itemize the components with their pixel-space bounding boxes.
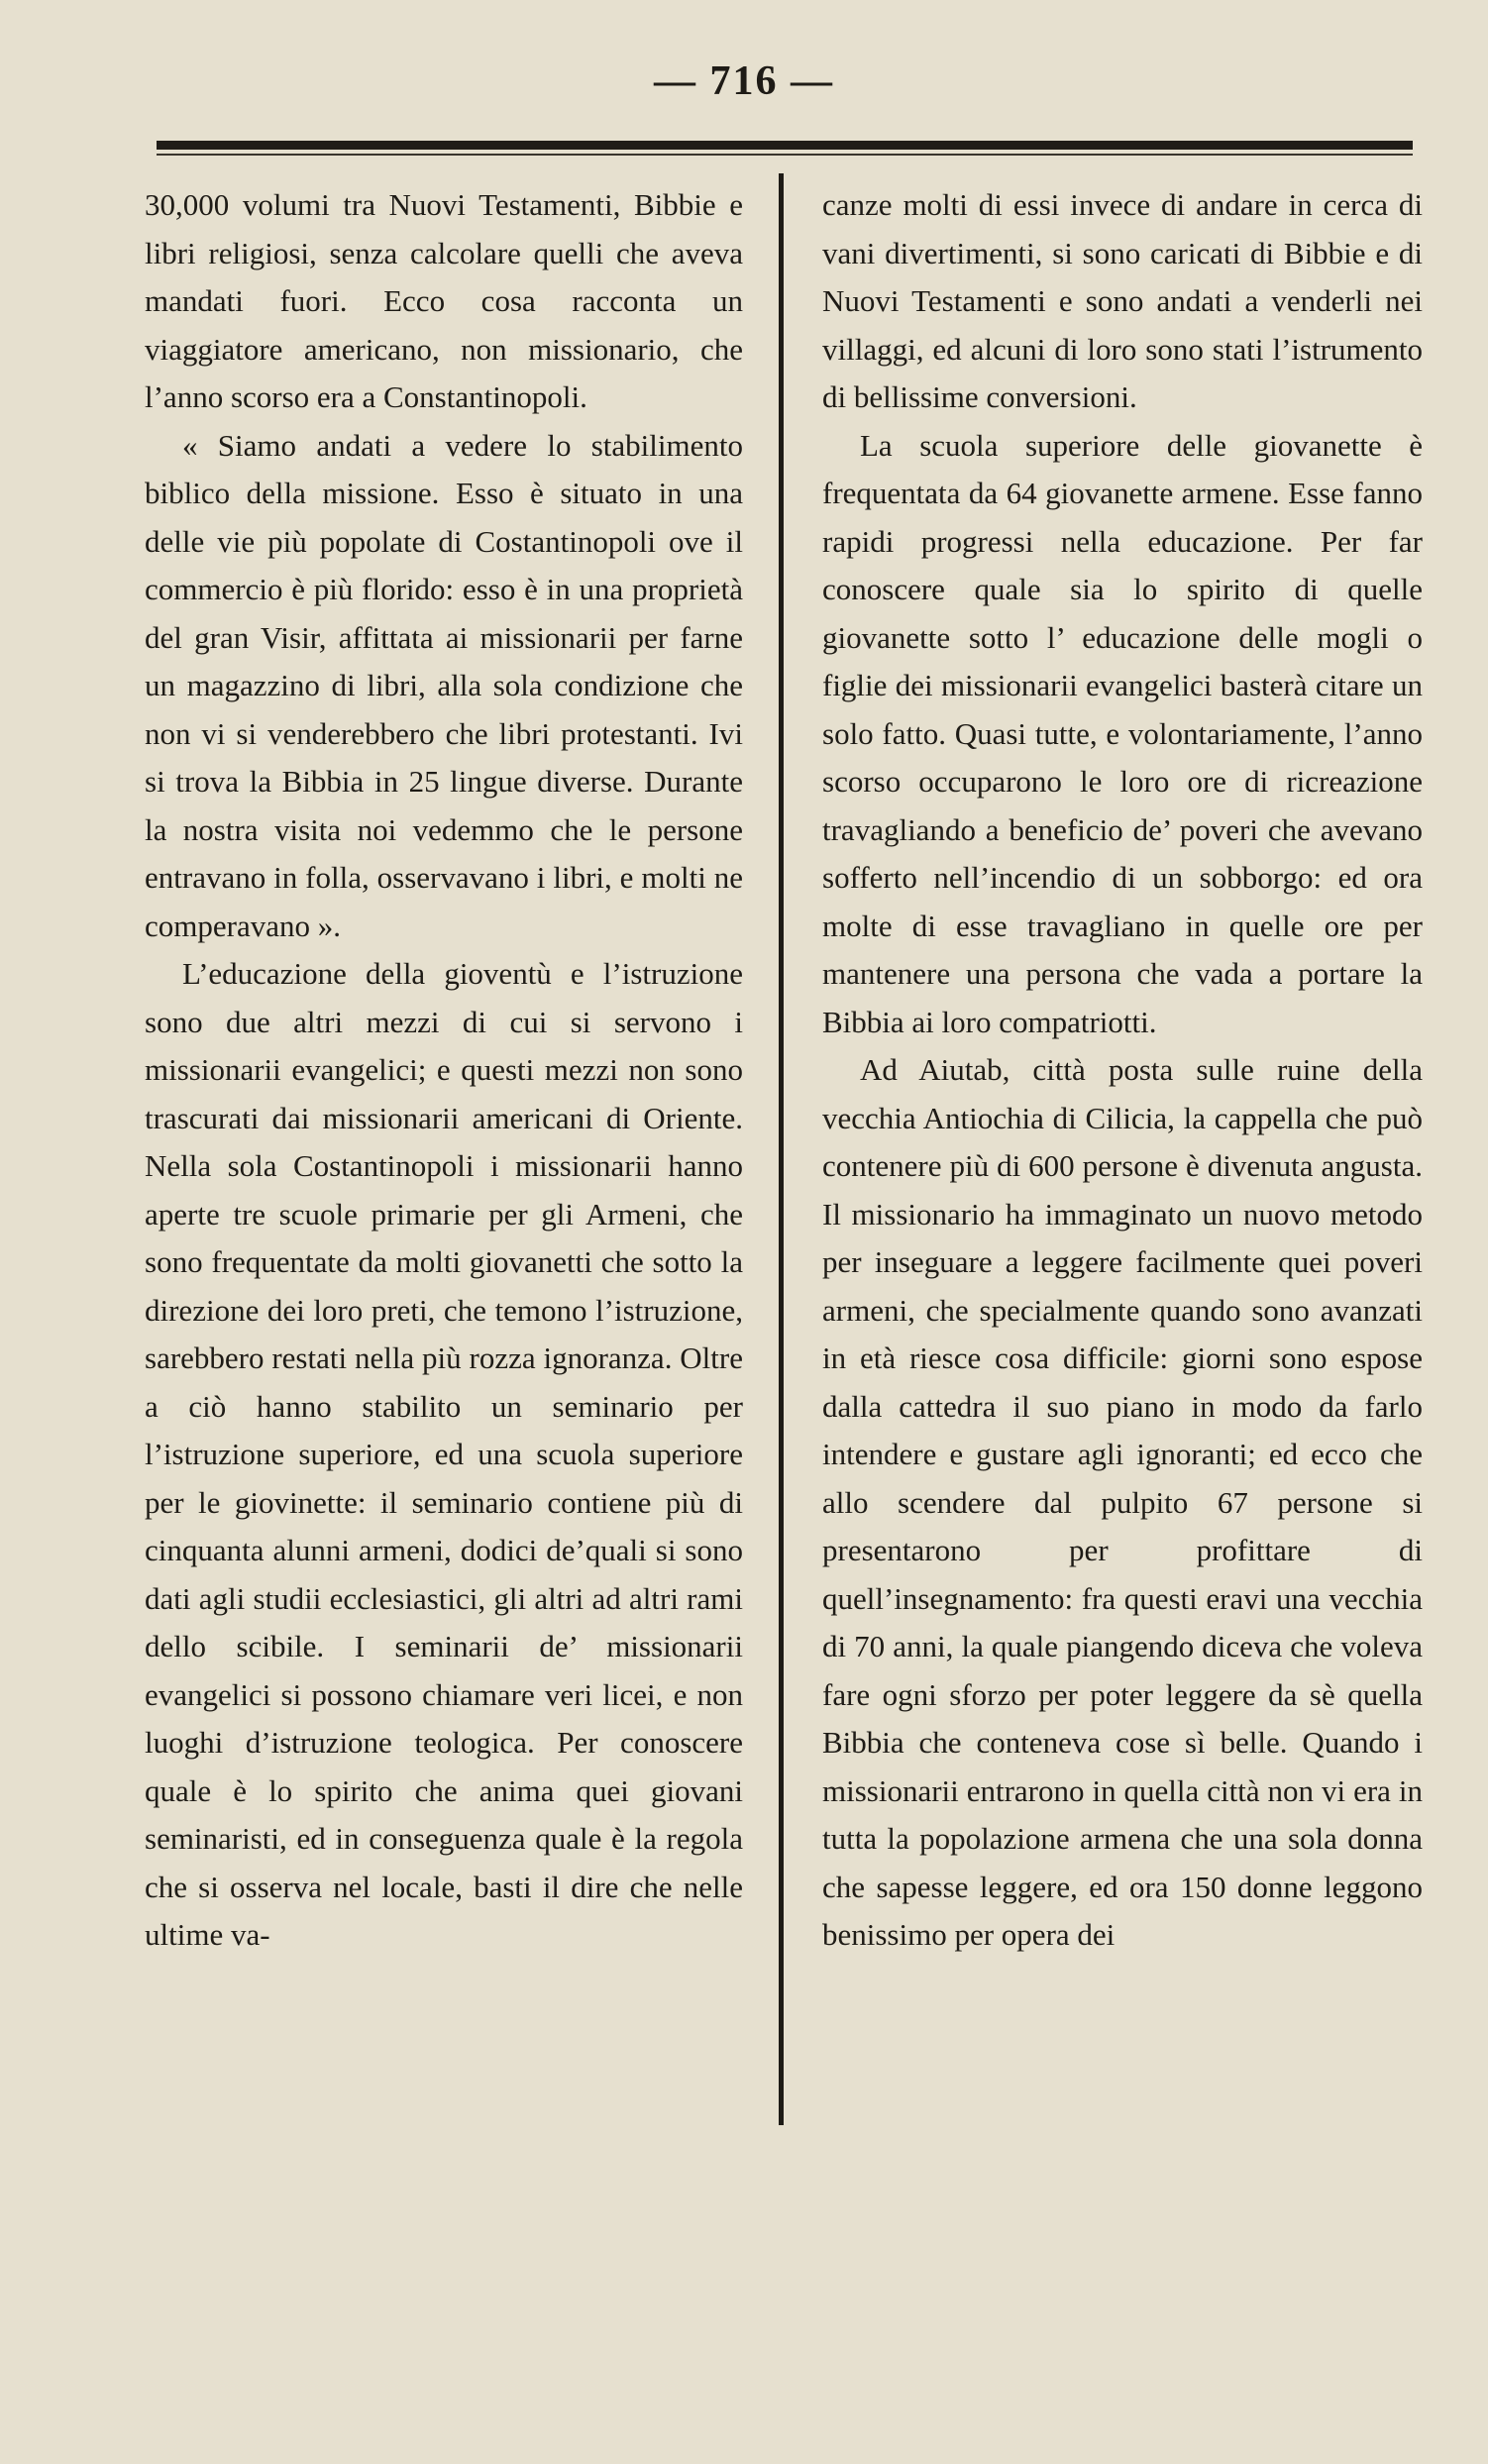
page-number: — 716 — [654, 58, 834, 104]
paragraph: L’educazione della gioventù e l’istruzione sono due altri mezzi di cui si servono i missionarii evangelici; e questi mezzi non sono trascurati dai missionarii americani di Oriente. Nella sola Costantinopoli i missionarii hanno aperte tre scuole primarie per gli Armeni, che sono frequentate da molti giovanetti che sotto la direzione dei loro preti, che temono l’istruzione, sarebbero restati nella più rozza ignoranza. Oltre a ciò hanno stabilito un seminario per l’istruzione superiore, ed una scuola superiore per le giovinette: il seminario contiene più di cinquanta alunni armeni, dodici de’quali si sono dati agli studii ecclesiastici, gli altri ad altri rami dello scibile. I seminarii de’ missionarii evangelici si possono chiamare veri licei, e non luoghi d’istruzione teologica. Per conoscere quale è lo spirito che anima quei giovani seminaristi, ed in conseguenza quale è la regola che si osserva nel locale, basti il dire che nelle ultime va- [145, 956, 743, 1952]
column-divider [779, 173, 784, 2125]
paragraph: Ad Aiutab, città posta sulle ruine della vecchia Antiochia di Cilicia, la cappella che può contenere più di 600 persone è divenuta angusta. Il missionario ha immaginato un nuovo metodo per inseguare a leggere facilmente quei poveri armeni, che specialmente quando sono avanzati in età riesce cosa difficile: giorni sono espose dalla cattedra il suo piano in modo da farlo intendere e gustare agli ignoranti; ed ecco che allo scendere dal pulpito 67 persone si presentarono per profittare di quell’insegnamento: fra questi eravi una vecchia di 70 anni, la quale piangendo diceva che voleva fare ogni sforzo per poter leggere da sè quella Bibbia che conteneva cose sì belle. Quando i missionarii entrarono in quella città non vi era in tutta la popolazione armena che una sola donna che sapesse leggere, ed ora 150 donne leggono benissimo per opera dei [822, 1052, 1423, 1952]
paragraph: canze molti di essi invece di andare in cerca di vani divertimenti, si sono caricati di Bibbie e di Nuovi Testamenti e sono andati a venderli nei villaggi, ed alcuni di loro sono stati l’istrumento di bellissime conversioni. [822, 187, 1423, 414]
header-rule [157, 141, 1413, 150]
paragraph: La scuola superiore delle giovanette è frequentata da 64 giovanette armene. Esse fanno rapidi progressi nella educazione. Per far conoscere quale sia lo spirito di quelle giovanette sotto l’ educazione delle mogli o figlie dei missionarii evangelici basterà citare un solo fatto. Quasi tutte, e volontariamente, l’anno scorso occuparono le loro ore di ricreazione travagliando a beneficio de’ poveri che avevano sofferto nell’incendio di un sobborgo: ed ora molte di esse travagliano in quelle ore per mantenere una persona che vada a portare la Bibbia ai loro compatriotti. [822, 427, 1423, 1039]
right-column [822, 181, 1423, 1960]
paragraph: « Siamo andati a vedere lo stabilimento biblico della missione. Esso è situato in una delle vie più popolate di Costantinopoli ove il commercio è più florido: esso è in una proprietà del gran Visir, affittata ai missionarii per farne un magazzino di libri, alla sola condizione che non vi si venderebbero che libri protestanti. Ivi si trova la Bibbia in 25 lingue diverse. Durante la nostra visita noi vedemmo che le persone entravano in folla, osservavano i libri, e molti ne comperavano ». [145, 427, 743, 943]
paragraph: 30,000 volumi tra Nuovi Testamenti, Bibbie e libri religiosi, senza calcolare quelli che aveva mandati fuori. Ecco cosa racconta un viaggiatore americano, non missionario, che l’anno scorso era a Constantinopoli. [145, 187, 743, 414]
left-column [145, 181, 743, 1960]
